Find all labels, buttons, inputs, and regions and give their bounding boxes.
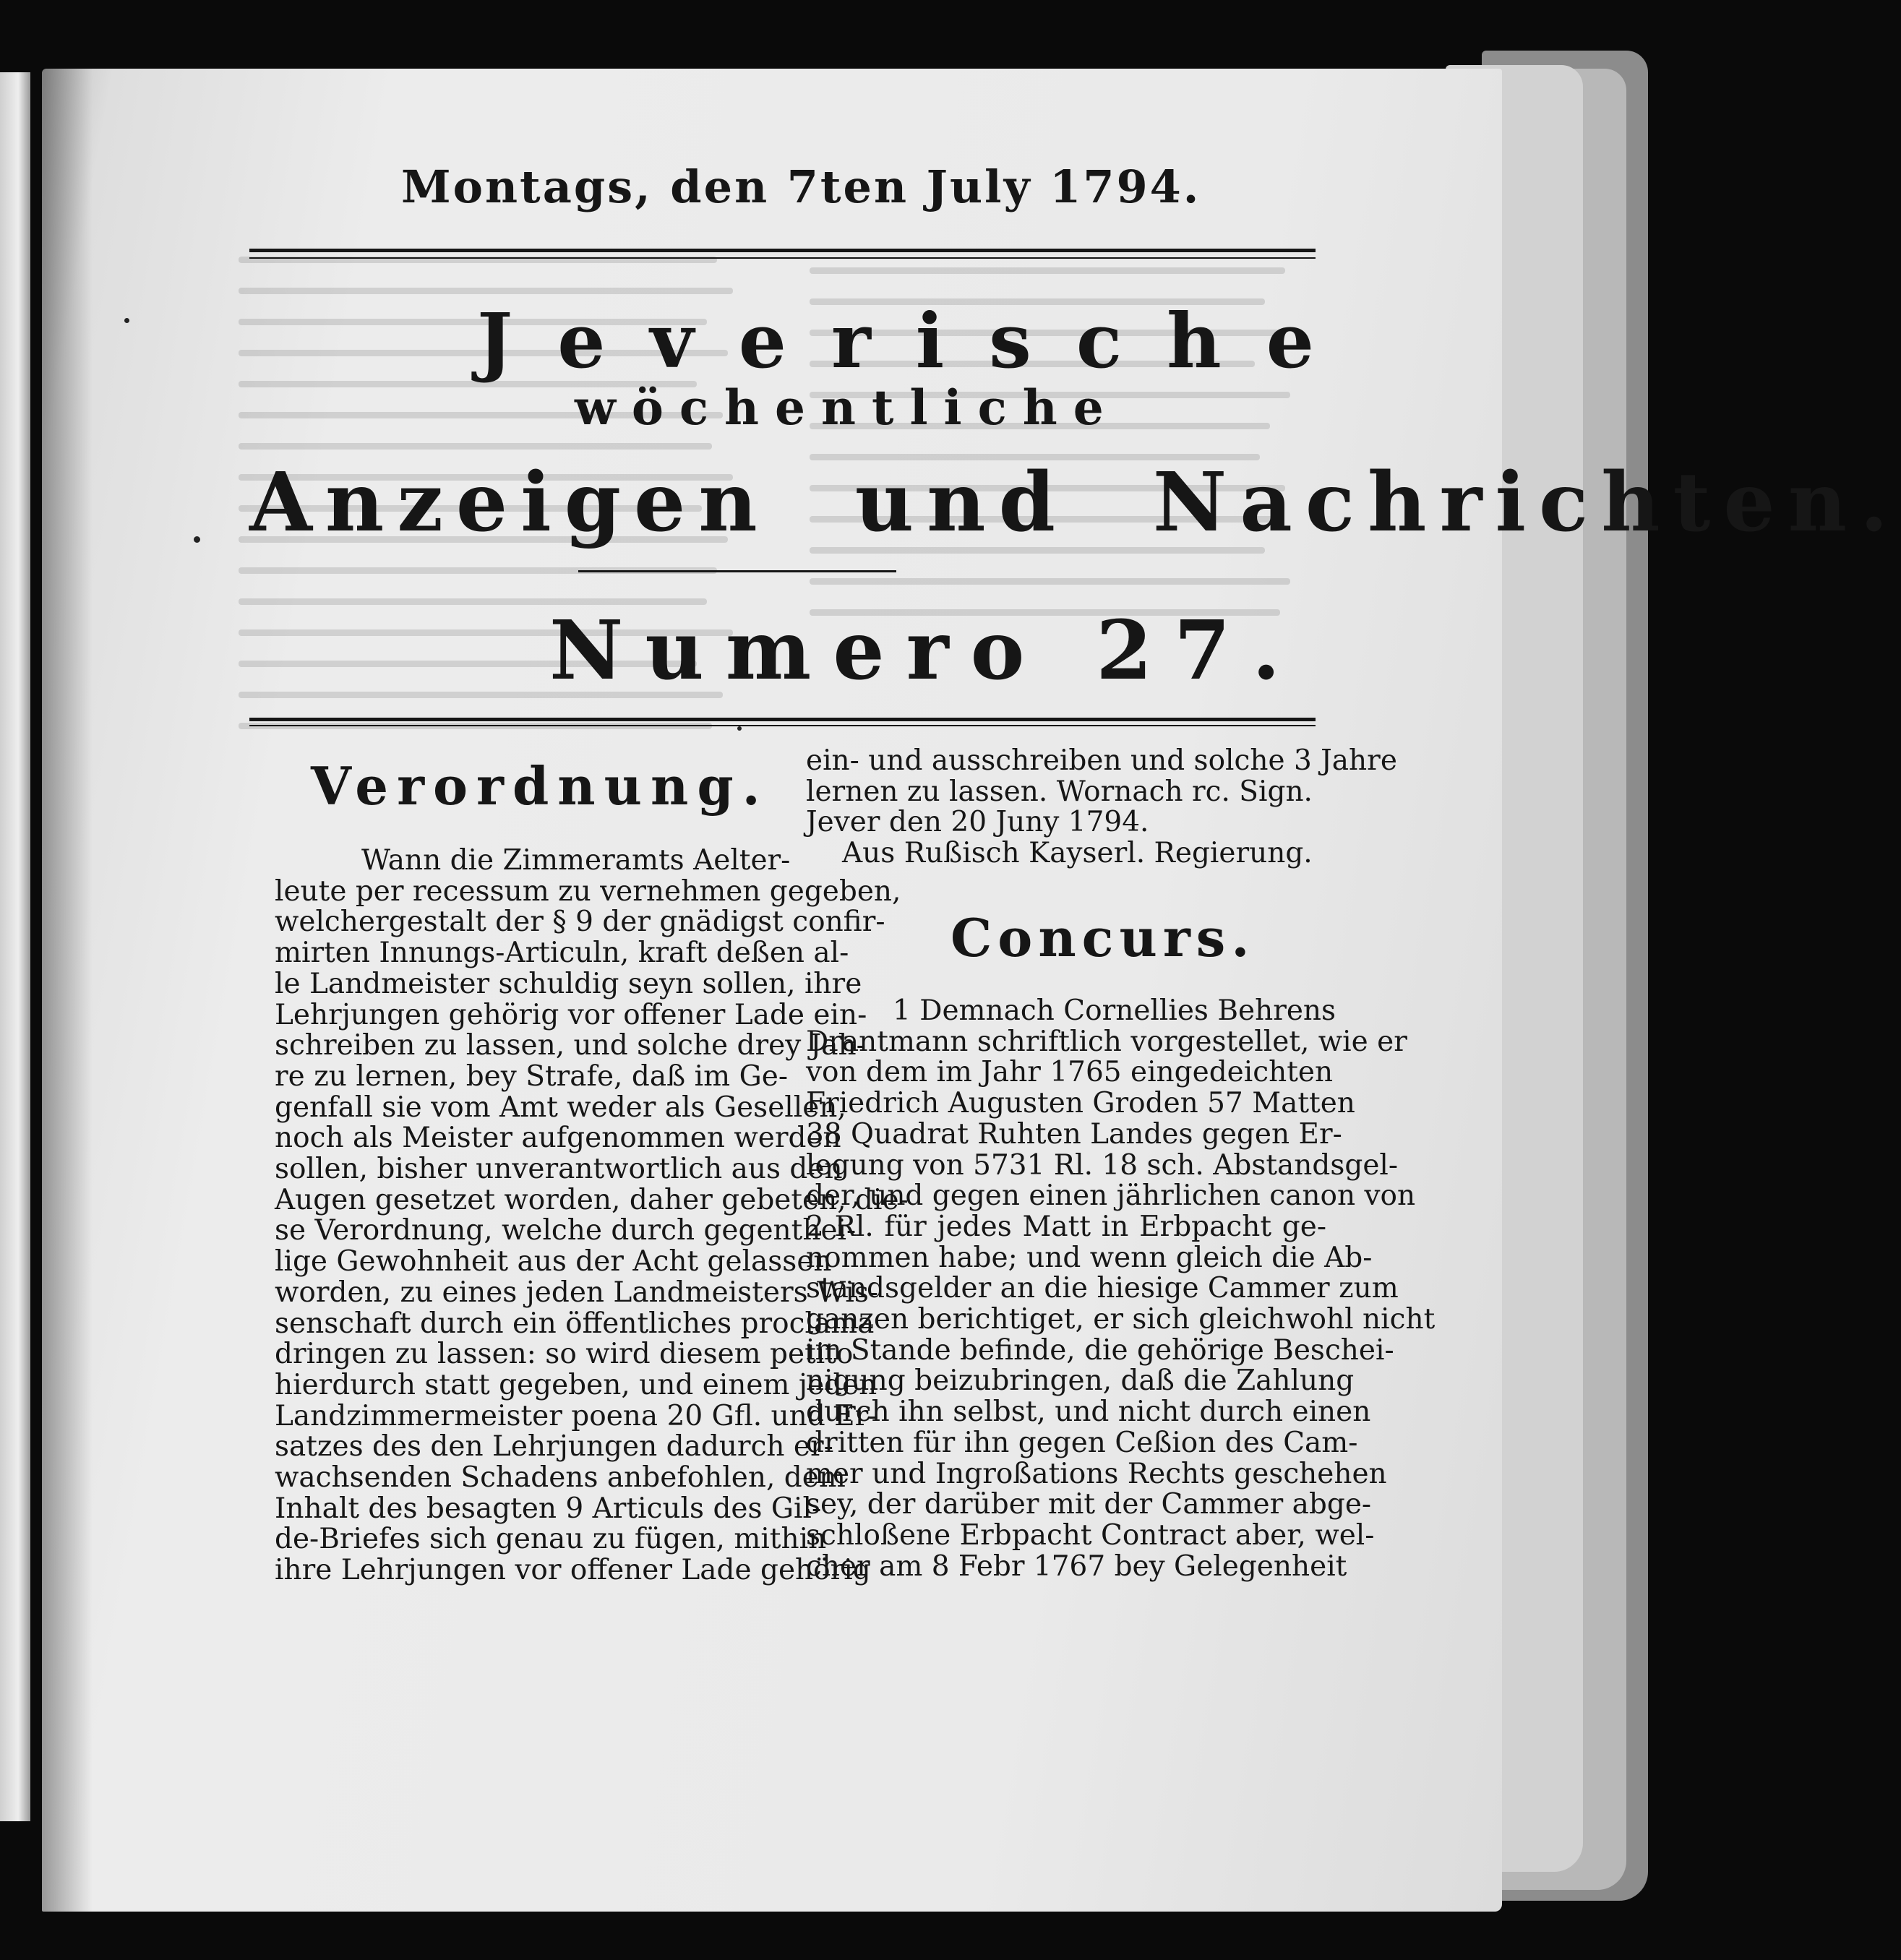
- text-line: lige Gewohnheit aus der Acht gelassen: [275, 1245, 832, 1278]
- text-line: senschaft durch ein öffentliches proclama: [275, 1307, 875, 1340]
- text-line: Jever den 20 Juny 1794.: [806, 806, 1149, 839]
- text-line: Drantmann schriftlich vorgestellet, wie er: [806, 1025, 1407, 1058]
- text-line: mirten Innungs-Articuln, kraft deßen al-: [275, 937, 849, 970]
- masthead-rule-top: [249, 249, 1316, 252]
- text-line: genfall sie vom Amt weder als Gesellen,: [275, 1091, 846, 1124]
- title-divider: [578, 570, 896, 572]
- issue-number: Numero 27.: [549, 603, 1303, 698]
- text-line: ihre Lehrjungen vor offener Lade gehörig: [275, 1554, 871, 1587]
- concurs-text-column: [806, 994, 1436, 1583]
- text-line: nommen habe; und wenn gleich die Ab-: [806, 1241, 1373, 1274]
- text-line: cher am 8 Febr 1767 bey Gelegenheit: [806, 1549, 1347, 1583]
- masthead-rule-bottom: [249, 718, 1316, 721]
- text-line: schreiben zu lassen, und solche drey Jah-: [275, 1029, 866, 1062]
- text-line: ein- und ausschreiben und solche 3 Jahre: [806, 744, 1397, 777]
- text-line: sey, der darüber mit der Cammer abge-: [806, 1488, 1372, 1521]
- text-line: sollen, bisher unverantwortlich aus den: [275, 1153, 843, 1186]
- ink-speck: [194, 536, 200, 543]
- masthead-rule-bottom: [249, 725, 1316, 726]
- text-line: Inhalt des besagten 9 Articuls des Gil-: [275, 1492, 822, 1525]
- ink-speck: [124, 318, 129, 323]
- masthead-title-line-2: wöchentliche: [575, 379, 1120, 436]
- text-line: Augen gesetzet worden, daher gebeten, die-: [275, 1183, 909, 1216]
- verordnung-continuation: [806, 744, 1397, 870]
- text-line: re zu lernen, bey Strafe, daß im Ge-: [275, 1059, 788, 1093]
- section-heading-verordnung: Verordnung.: [311, 755, 769, 817]
- text-line: lernen zu lassen. Wornach rc. Sign.: [806, 775, 1313, 808]
- masthead-rule-top: [249, 257, 1316, 259]
- section-heading-concurs: Concurs.: [950, 907, 1256, 968]
- text-line: der, und gegen einen jährlichen canon von: [806, 1179, 1416, 1213]
- text-line: wachsenden Schadens anbefohlen, dem: [275, 1461, 846, 1495]
- masthead-title-line-1: Jeverische: [477, 296, 1359, 385]
- text-line: nigung beizubringen, daß die Zahlung: [806, 1364, 1355, 1398]
- text-line: Lehrjungen gehörig vor offener Lade ein-: [275, 998, 867, 1031]
- text-line: satzes des den Lehrjungen dadurch er-: [275, 1430, 833, 1463]
- masthead-title-line-3: Anzeigen und Nachrichten.: [249, 455, 1901, 550]
- text-line: Friedrich Augusten Groden 57 Matten: [806, 1087, 1355, 1120]
- text-line: worden, zu eines jeden Landmeisters Wis-: [275, 1276, 879, 1309]
- text-line: dringen zu lassen: so wird diesem petito: [275, 1338, 854, 1371]
- text-line: von dem im Jahr 1765 eingedeichten: [806, 1056, 1334, 1089]
- text-line: hierdurch statt gegeben, und einem jeden: [275, 1368, 877, 1401]
- text-line: mer und Ingroßations Rechts geschehen: [806, 1457, 1387, 1490]
- text-line: schloßene Erbpacht Contract aber, wel-: [806, 1518, 1375, 1552]
- text-line: 38 Quadrat Ruhten Landes gegen Er-: [806, 1117, 1342, 1151]
- text-line: Landzimmermeister poena 20 Gfl. und Er-: [275, 1399, 878, 1432]
- text-line: dritten für ihn gegen Ceßion des Cam-: [806, 1426, 1358, 1459]
- text-line: ganzen berichtiget, er sich gleichwohl nicht: [806, 1303, 1436, 1336]
- text-line: im Stande befinde, die gehörige Beschei-: [806, 1333, 1394, 1367]
- ink-speck: [737, 726, 742, 731]
- text-line: durch ihn selbst, und nicht durch einen: [806, 1396, 1371, 1429]
- verordnung-text-column: [275, 844, 909, 1587]
- text-line: Wann die Zimmeramts Aelter-: [361, 844, 791, 877]
- text-line: le Landmeister schuldig seyn sollen, ihre: [275, 967, 862, 1000]
- text-line: 1 Demnach Cornellies Behrens: [893, 994, 1336, 1027]
- issue-date: Montags, den 7ten July 1794.: [401, 160, 1201, 213]
- text-line: 2 Rl. für jedes Matt in Erbpacht ge-: [806, 1210, 1326, 1243]
- text-line: legung von 5731 Rl. 18 sch. Abstandsgel-: [806, 1148, 1399, 1182]
- text-line: leute per recessum zu vernehmen gegeben,: [275, 874, 901, 908]
- text-line: de-Briefes sich genau zu fügen, mithin: [275, 1523, 827, 1556]
- signature-line: Aus Rußisch Kayserl. Regierung.: [842, 837, 1313, 870]
- facing-page-edge: [0, 72, 30, 1821]
- text-line: noch als Meister aufgenommen werden: [275, 1122, 841, 1155]
- text-line: standsgelder an die hiesige Cammer zum: [806, 1272, 1399, 1305]
- text-line: se Verordnung, welche durch gegenthei-: [275, 1214, 857, 1247]
- text-line: welchergestalt der § 9 der gnädigst confir-: [275, 906, 885, 939]
